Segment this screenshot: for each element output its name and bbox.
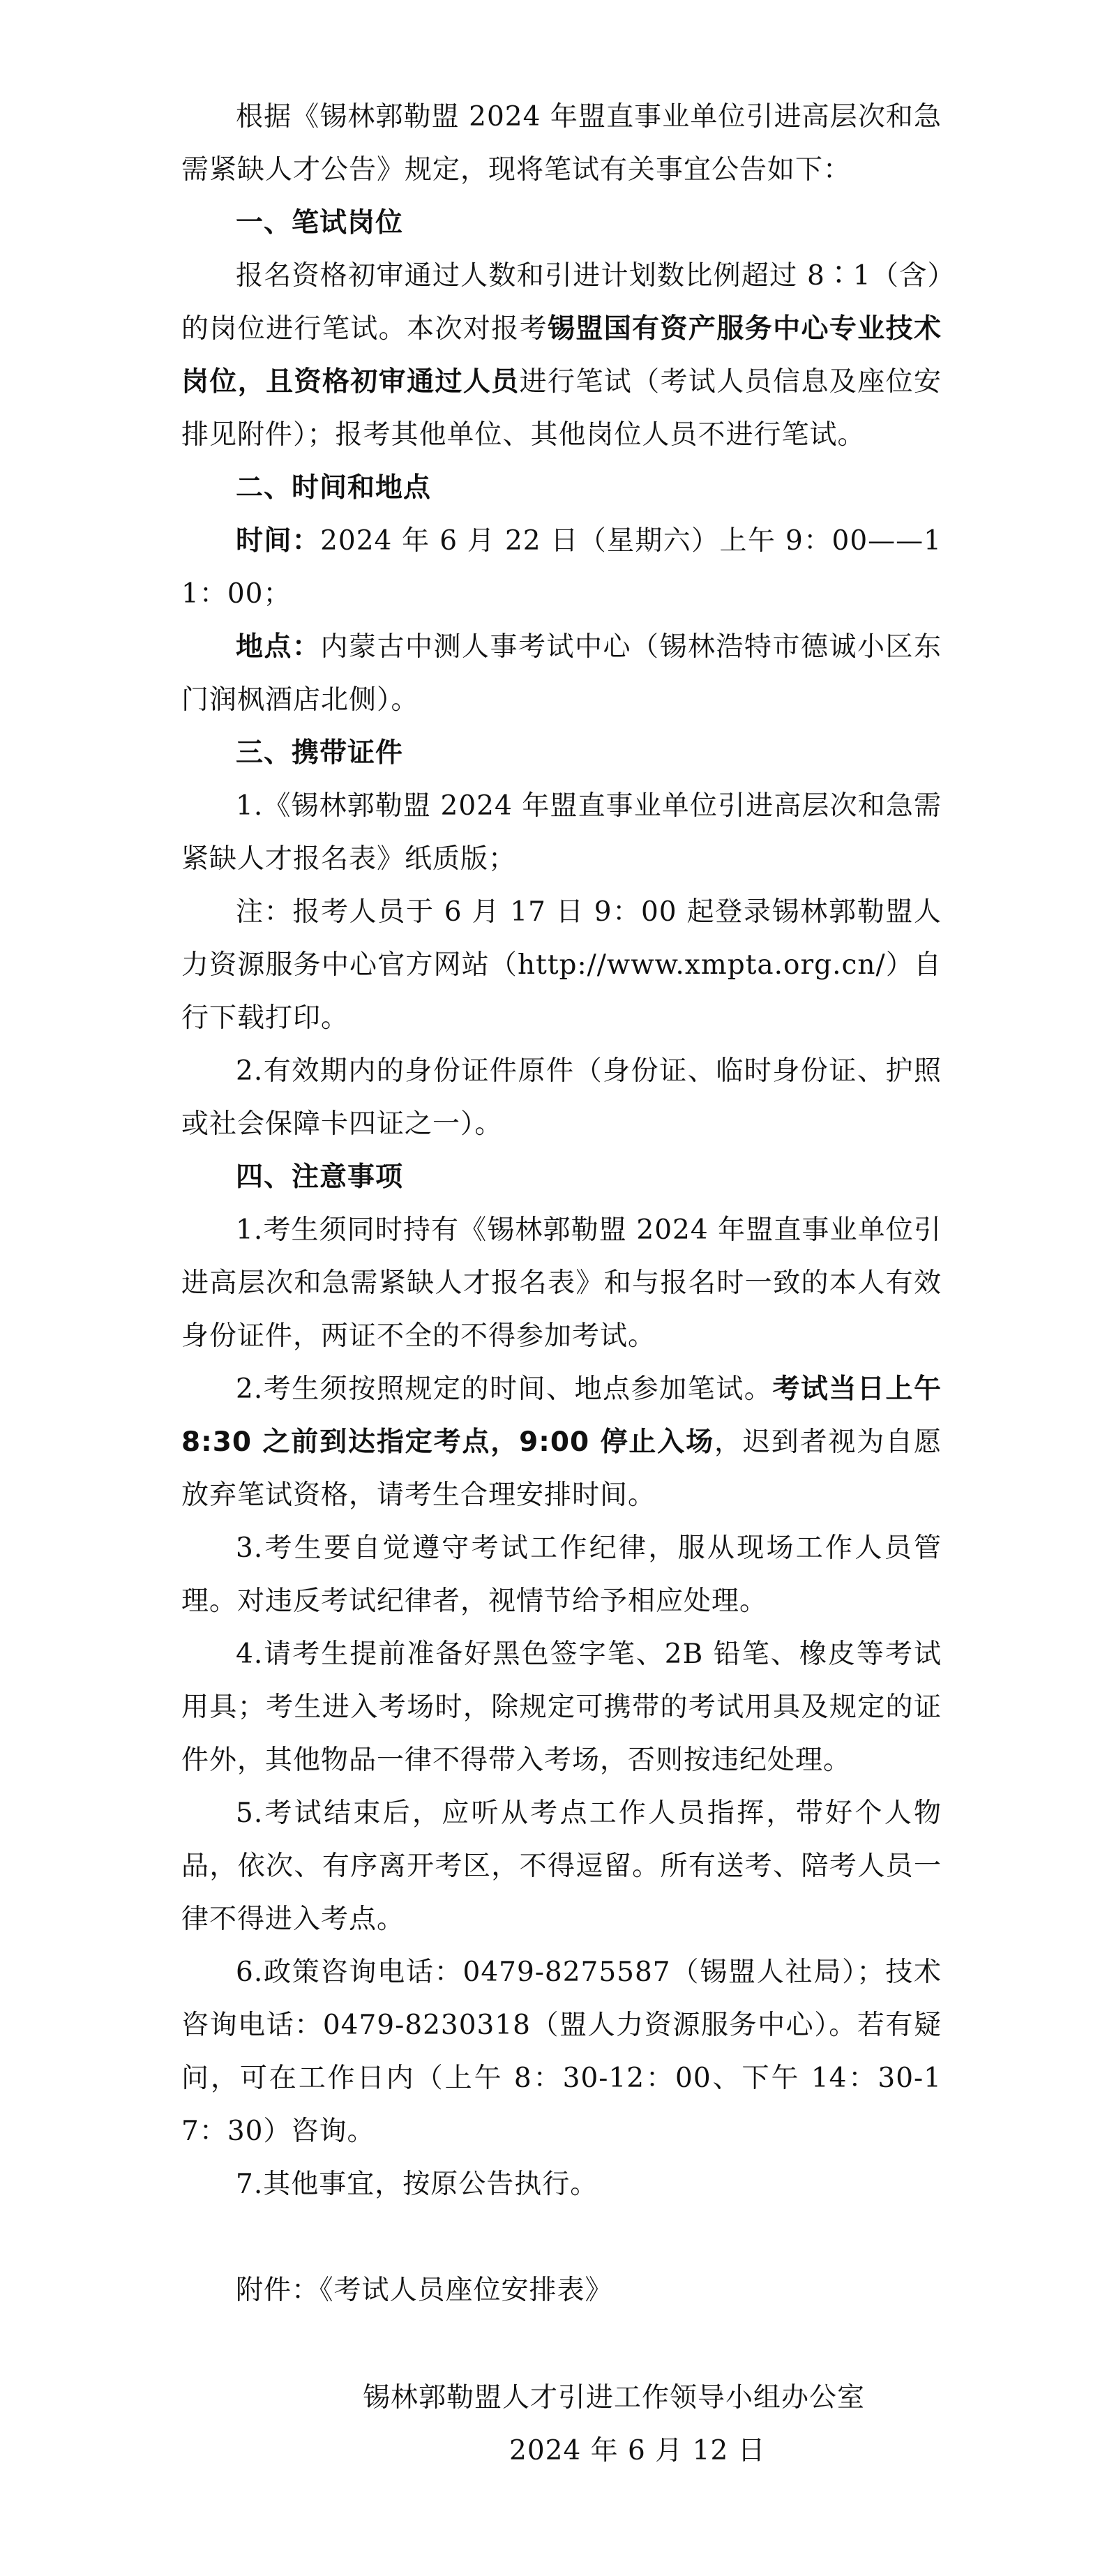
signature-date: 2024 年 6 月 12 日 xyxy=(509,2435,766,2466)
section3-heading: 三、携带证件 xyxy=(236,737,404,769)
signature-block xyxy=(363,2372,991,2478)
attachment-line: 附件：《考试人员座位安排表》 xyxy=(236,2275,613,2306)
section1-paragraph xyxy=(181,250,942,462)
place-label: 地点： xyxy=(236,631,321,663)
place-value: 内蒙古中测人事考试中心（锡林浩特市德诚小区东门润枫酒店北侧）。 xyxy=(181,631,942,716)
section4-item2-bold-text: 考试当日上午 8:30 之前到达指定考点，9:00 停止入场 xyxy=(181,1373,942,1458)
section4-item5: 5.考试结束后，应听从考点工作人员指挥，带好个人物品，依次、有序离开考区，不得逗留。所有送考、陪考人员一律不得进入考点。 xyxy=(181,1798,942,1935)
section1-text-b: 进行笔试（考试人员信息及座位安排见附件）；报考其他单位、其他岗位人员不进行笔试。 xyxy=(181,366,942,451)
section3-item2: 2.有效期内的身份证件原件（身份证、临时身份证、护照或社会保障卡四证之一）。 xyxy=(181,1055,942,1140)
time-line xyxy=(181,515,942,621)
document-body xyxy=(181,91,942,2317)
section4-item2-text-b: ，迟到者视为自愿放弃笔试资格，请考生合理安排时间。 xyxy=(181,1426,942,1511)
section4-item2-text-a: 2.考生须按照规定的时间、地点参加笔试。 xyxy=(236,1373,773,1405)
time-value: 2024 年 6 月 22 日（星期六）上午 9：00——11：00； xyxy=(181,525,942,610)
section4-item6: 6.政策咨询电话：0479-8275587（锡盟人社局）；技术咨询电话：0479-8230318（盟人力资源服务中心）。若有疑问，可在工作日内（上午 8：30-12：00、下午 14：30-17：30）咨询。 xyxy=(181,1957,942,2147)
section4-item1: 1.考生须同时持有《锡林郭勒盟 2024 年盟直事业单位引进高层次和急需紧缺人才报名表》和与报名时一致的本人有效身份证件，两证不全的不得参加考试。 xyxy=(181,1214,942,1352)
section3-item1: 1.《锡林郭勒盟 2024 年盟直事业单位引进高层次和急需紧缺人才报名表》纸质版； xyxy=(181,790,942,875)
section1-text-a: 报名资格初审通过人数和引进计划数比例超过 8∶1（含）的岗位进行笔试。本次对报考 xyxy=(181,260,942,345)
section1-bold-text: 锡盟国有资产服务中心专业技术岗位，且资格初审通过人员 xyxy=(181,313,942,398)
section4-heading: 四、注意事项 xyxy=(236,1161,404,1193)
signature-org: 锡林郭勒盟人才引进工作领导小组办公室 xyxy=(363,2382,866,2413)
section2-heading: 二、时间和地点 xyxy=(236,472,432,504)
section4-item3: 3.考生要自觉遵守考试工作纪律，服从现场工作人员管理。对违反考试纪律者，视情节给予相应处理。 xyxy=(181,1532,942,1617)
time-label: 时间： xyxy=(236,525,321,557)
section4-item4: 4.请考生提前准备好黑色签字笔、2B 铅笔、橡皮等考试用具；考生进入考场时，除规定可携带的考试用具及规定的证件外，其他物品一律不得带入考场，否则按违纪处理。 xyxy=(181,1639,942,1776)
section3-note: 注：报考人员于 6 月 17 日 9：00 起登录锡林郭勒盟人力资源服务中心官方网站（http://www.xmpta.org.cn/）自行下载打印。 xyxy=(181,896,942,1034)
place-line xyxy=(181,621,942,727)
section1-heading: 一、笔试岗位 xyxy=(236,207,404,239)
intro-paragraph: 根据《锡林郭勒盟 2024 年盟直事业单位引进高层次和急需紧缺人才公告》规定，现将笔试有关事宜公告如下： xyxy=(181,101,942,186)
section4-item2 xyxy=(181,1363,942,1522)
section4-item7: 7.其他事宜，按原公告执行。 xyxy=(236,2169,598,2200)
